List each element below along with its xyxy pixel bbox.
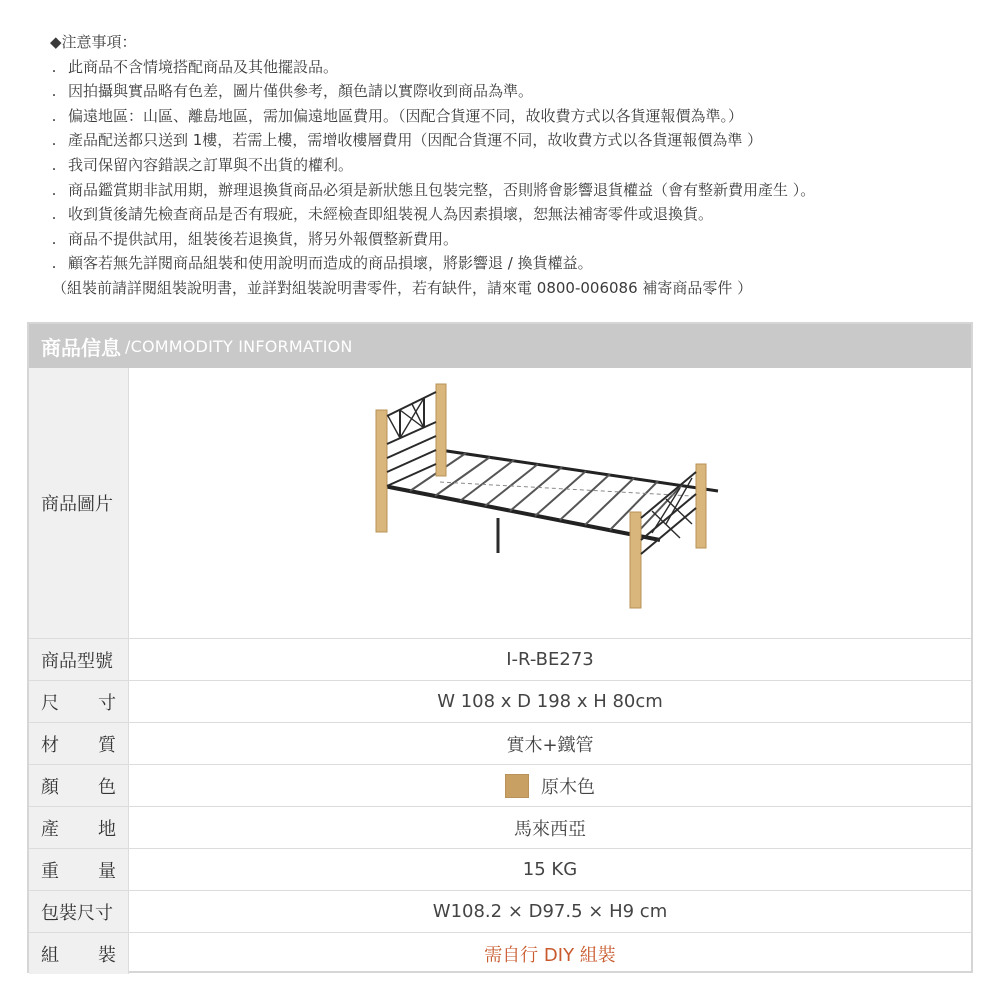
spec-label-char: 材 — [41, 734, 59, 756]
spec-value: W108.2 × D97.5 × H9 cm — [432, 901, 668, 922]
note-text: 偏遠地區：山區、離島地區，需加偏遠地區費用。（因配合貨運不同，故收費方式以各貨運報價為準。） — [68, 106, 744, 125]
info-title-en: /COMMODITY INFORMATION — [125, 336, 353, 356]
spec-label: 包裝尺寸 — [29, 891, 129, 932]
note-bullet: . — [51, 57, 57, 76]
spec-value: I-R-BE273 — [506, 649, 594, 670]
note-text: 因拍攝與實品略有色差，圖片僅供參考，顏色請以實際收到商品為準。 — [68, 82, 534, 101]
spec-row-package-size — [29, 890, 971, 932]
note-bullet: . — [51, 131, 57, 150]
image-row — [29, 368, 971, 638]
spec-row-origin — [29, 806, 971, 848]
notes-section — [40, 30, 980, 301]
spec-label-char: 寸 — [98, 692, 116, 714]
info-header — [29, 324, 971, 368]
image-label: 商品圖片 — [29, 368, 129, 638]
spec-row-assembly — [29, 932, 971, 974]
note-item — [40, 128, 980, 153]
spec-label-char: 裝 — [98, 944, 116, 966]
spec-label — [29, 807, 129, 848]
product-image — [129, 368, 971, 638]
spec-row-color — [29, 764, 971, 806]
note-text: 收到貨後請先檢查商品是否有瑕疵，未經檢查即組裝視人為因素損壞，恕無法補寄零件或退換貨。 — [68, 205, 714, 224]
spec-label-char: 質 — [98, 734, 116, 756]
spec-value — [129, 765, 971, 806]
spec-row-material — [29, 722, 971, 764]
notes-heading: ◆注意事項： — [50, 33, 137, 51]
spec-label-char: 尺 — [41, 692, 59, 714]
note-bullet: . — [51, 155, 57, 174]
note-item — [40, 227, 980, 252]
commodity-info-table — [27, 322, 973, 973]
spec-row-size — [29, 680, 971, 722]
info-title-zh: 商品信息 — [41, 335, 121, 360]
spec-label: 商品型號 — [29, 639, 129, 680]
spec-label-char: 產 — [41, 818, 59, 840]
note-item — [40, 251, 980, 276]
notes-footer: （組裝前請詳閱組裝說明書，並詳對組裝說明書零件，若有缺件，請來電 0800-006086 補寄商品零件 ） — [52, 278, 753, 297]
note-item — [40, 79, 980, 104]
note-bullet: . — [51, 106, 57, 125]
spec-label-char: 組 — [41, 944, 59, 966]
spec-label-char: 色 — [98, 776, 116, 798]
bed-frame-illustration — [340, 378, 760, 628]
note-bullet: . — [51, 205, 57, 224]
note-text: 產品配送都只送到 1樓，若需上樓，需增收樓層費用（因配合貨運不同，故收費方式以各貨運報價為準 ） — [68, 131, 763, 150]
note-bullet: . — [51, 229, 57, 248]
note-item — [40, 104, 980, 129]
spec-value: 實木+鐵管 — [506, 734, 594, 756]
note-text: 此商品不含情境搭配商品及其他擺設品。 — [68, 57, 339, 76]
note-bullet: . — [51, 180, 57, 199]
color-name: 原木色 — [541, 776, 595, 798]
spec-value: 馬來西亞 — [514, 818, 586, 840]
assembly-note: 需自行 DIY 組裝 — [484, 944, 616, 966]
spec-label-char: 地 — [98, 818, 116, 840]
note-text: 商品不提供試用，組裝後若退換貨，將另外報價整新費用。 — [68, 229, 459, 248]
spec-value: 15 KG — [522, 859, 578, 880]
spec-label-char: 重 — [41, 860, 59, 882]
note-item — [40, 202, 980, 227]
spec-label-char: 顏 — [41, 776, 59, 798]
spec-row-model — [29, 638, 971, 680]
spec-label — [29, 723, 129, 764]
note-item — [40, 55, 980, 80]
note-text: 顧客若無先詳閱商品組裝和使用說明而造成的商品損壞，將影響退 / 換貨權益。 — [68, 254, 593, 273]
spec-row-weight — [29, 848, 971, 890]
spec-value: W 108 x D 198 x H 80cm — [437, 691, 663, 712]
spec-label — [29, 765, 129, 806]
spec-label-char: 量 — [98, 860, 116, 882]
note-item — [40, 178, 980, 203]
note-item — [40, 153, 980, 178]
note-bullet: . — [51, 82, 57, 101]
note-text: 商品鑑賞期非試用期，辦理退換貨商品必須是新狀態且包裝完整，否則將會影響退貨權益（會有整新費用產生 ）。 — [68, 180, 816, 199]
note-bullet: . — [51, 254, 57, 273]
spec-label — [29, 933, 129, 974]
note-text: 我司保留內容錯誤之訂單與不出貨的權利。 — [68, 155, 354, 174]
spec-label — [29, 849, 129, 890]
color-swatch — [505, 774, 529, 798]
spec-label — [29, 681, 129, 722]
